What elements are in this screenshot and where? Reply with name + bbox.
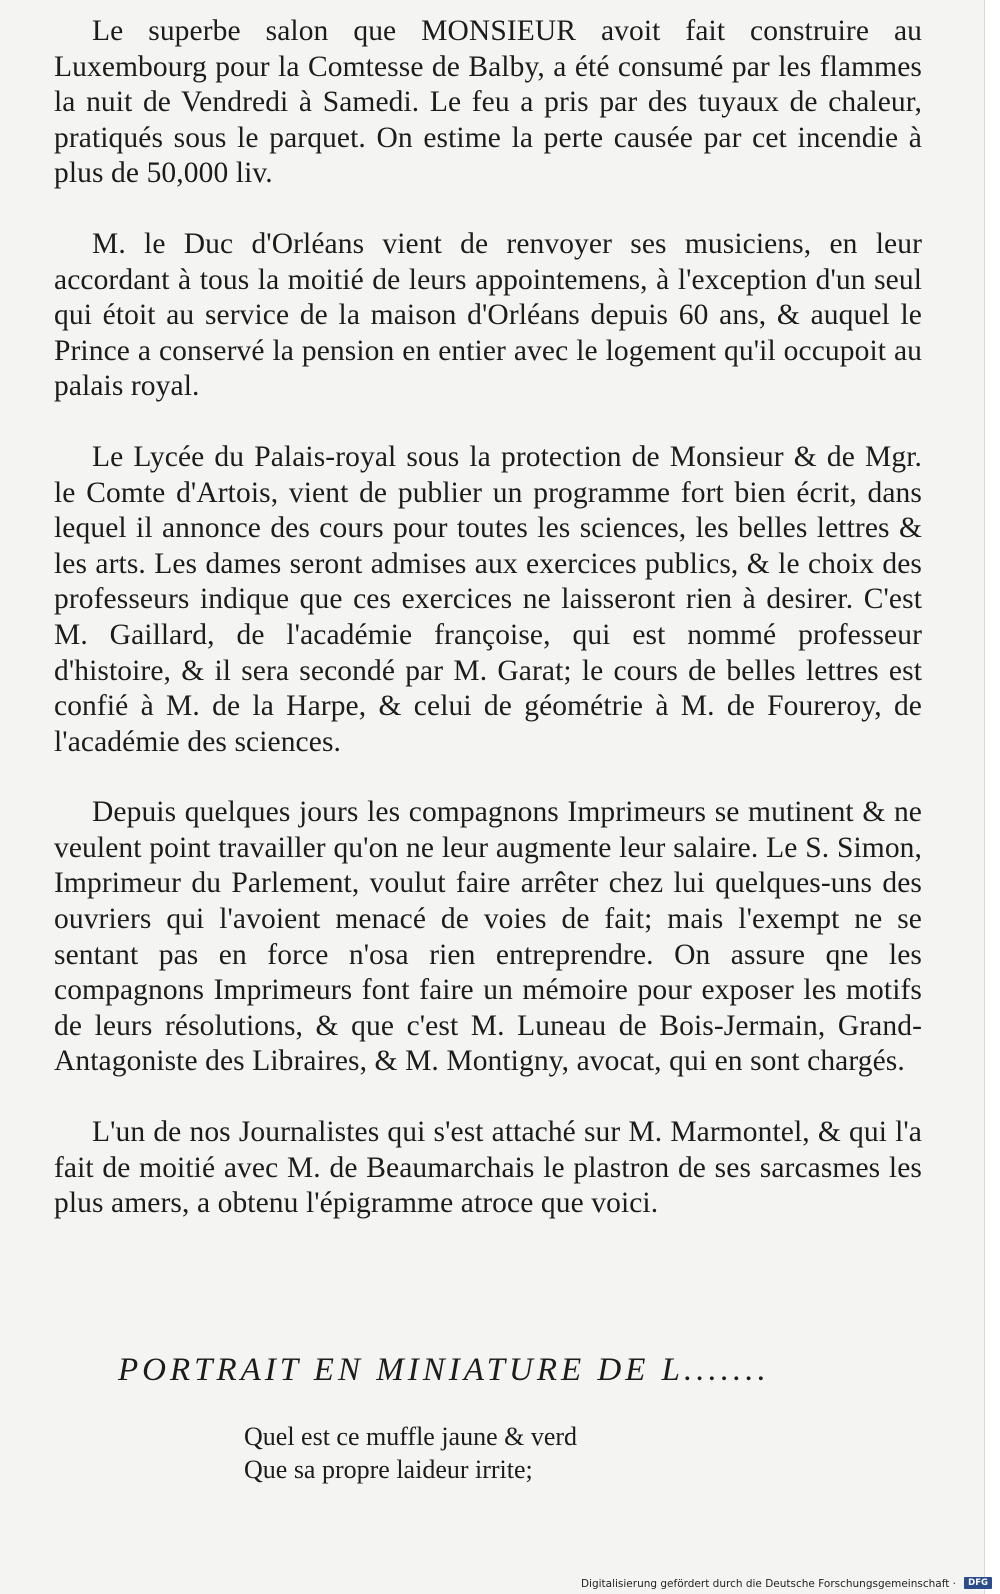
paragraph-salon-fire: Le superbe salon que MONSIEUR avoit fait construire au Luxembourg pour la Comtesse de Balby, a été consumé par les flammes la nuit de Vendredi à Samedi. Le feu a pris par des tuyaux de chaleur, pratiqués sous le parquet. On estime la perte causée par cet incendie à plus de 50,000 liv. [54, 15, 922, 190]
poem-title: PORTRAIT EN MINIATURE DE L....... [118, 1352, 770, 1388]
poem-line: Quel est ce muffle jaune & verd [244, 1422, 578, 1451]
dfg-logo: DFG [964, 1577, 992, 1589]
footer [0, 1574, 1000, 1594]
paragraph-lycee: Le Lycée du Palais-royal sous la protection de Monsieur & de Mgr. le Comte d'Artois, vient de publier un programme fort bien écrit, dans lequel il annonce des cours pour toutes les sciences, les belles lettres & les arts. Les dames seront admises aux exercices publics, & le choix des professeurs indique que ces exercices ne laisseront rien à desirer. C'est M. Gaillard, de l'académie françoise, qui est nommé professeur d'histoire, & il sera secondé par M. Garat; le cours de belles lettres est confié à M. de la Harpe, & celui de géométrie à M. de Foureroy, de l'académie des sciences. [54, 440, 922, 758]
poem [244, 1420, 577, 1486]
article-text [54, 14, 922, 1222]
paragraph-journalistes: L'un de nos Journalistes qui s'est attaché sur M. Marmontel, & qui l'a fait de moitié avec M. de Beaumarchais le plastron de ses sarcasmes les plus amers, a obtenu l'épigramme atroce que voici. [54, 1116, 922, 1220]
poem-line: Que sa propre laideur irrite; [244, 1455, 533, 1484]
paragraph-duc-orleans: M. le Duc d'Orléans vient de renvoyer ses musiciens, en leur accordant à tous la moitié de leurs appointemens, à l'exception d'un seul qui étoit au service de la maison d'Orléans depuis 60 ans, & auquel le Prince a conservé la pension en entier avec le logement qu'il occupoit au palais royal. [54, 227, 922, 403]
page-edge [984, 0, 1000, 1594]
funding-credit: Digitalisierung gefördert durch die Deutsche Forschungsgemeinschaft · [580, 1578, 956, 1590]
paragraph-imprimeurs: Depuis quelques jours les compagnons Imprimeurs se mutinent & ne veulent point travailler qu'on ne leur augmente leur salaire. Le S. Simon, Imprimeur du Parlement, voulut faire arrêter chez lui quelques-uns des ouvriers qui l'avoient menacé de voies de fait; mais l'exempt ne se sentant pas en force n'osa rien entreprendre. On assure qne les compagnons Imprimeurs font faire un mémoire pour exposer les motifs de leurs résolutions, & que c'est M. Luneau de Bois-Jermain, Grand-Antagoniste des Libraires, & M. Montigny, avocat, qui en sont chargés. [54, 796, 922, 1078]
